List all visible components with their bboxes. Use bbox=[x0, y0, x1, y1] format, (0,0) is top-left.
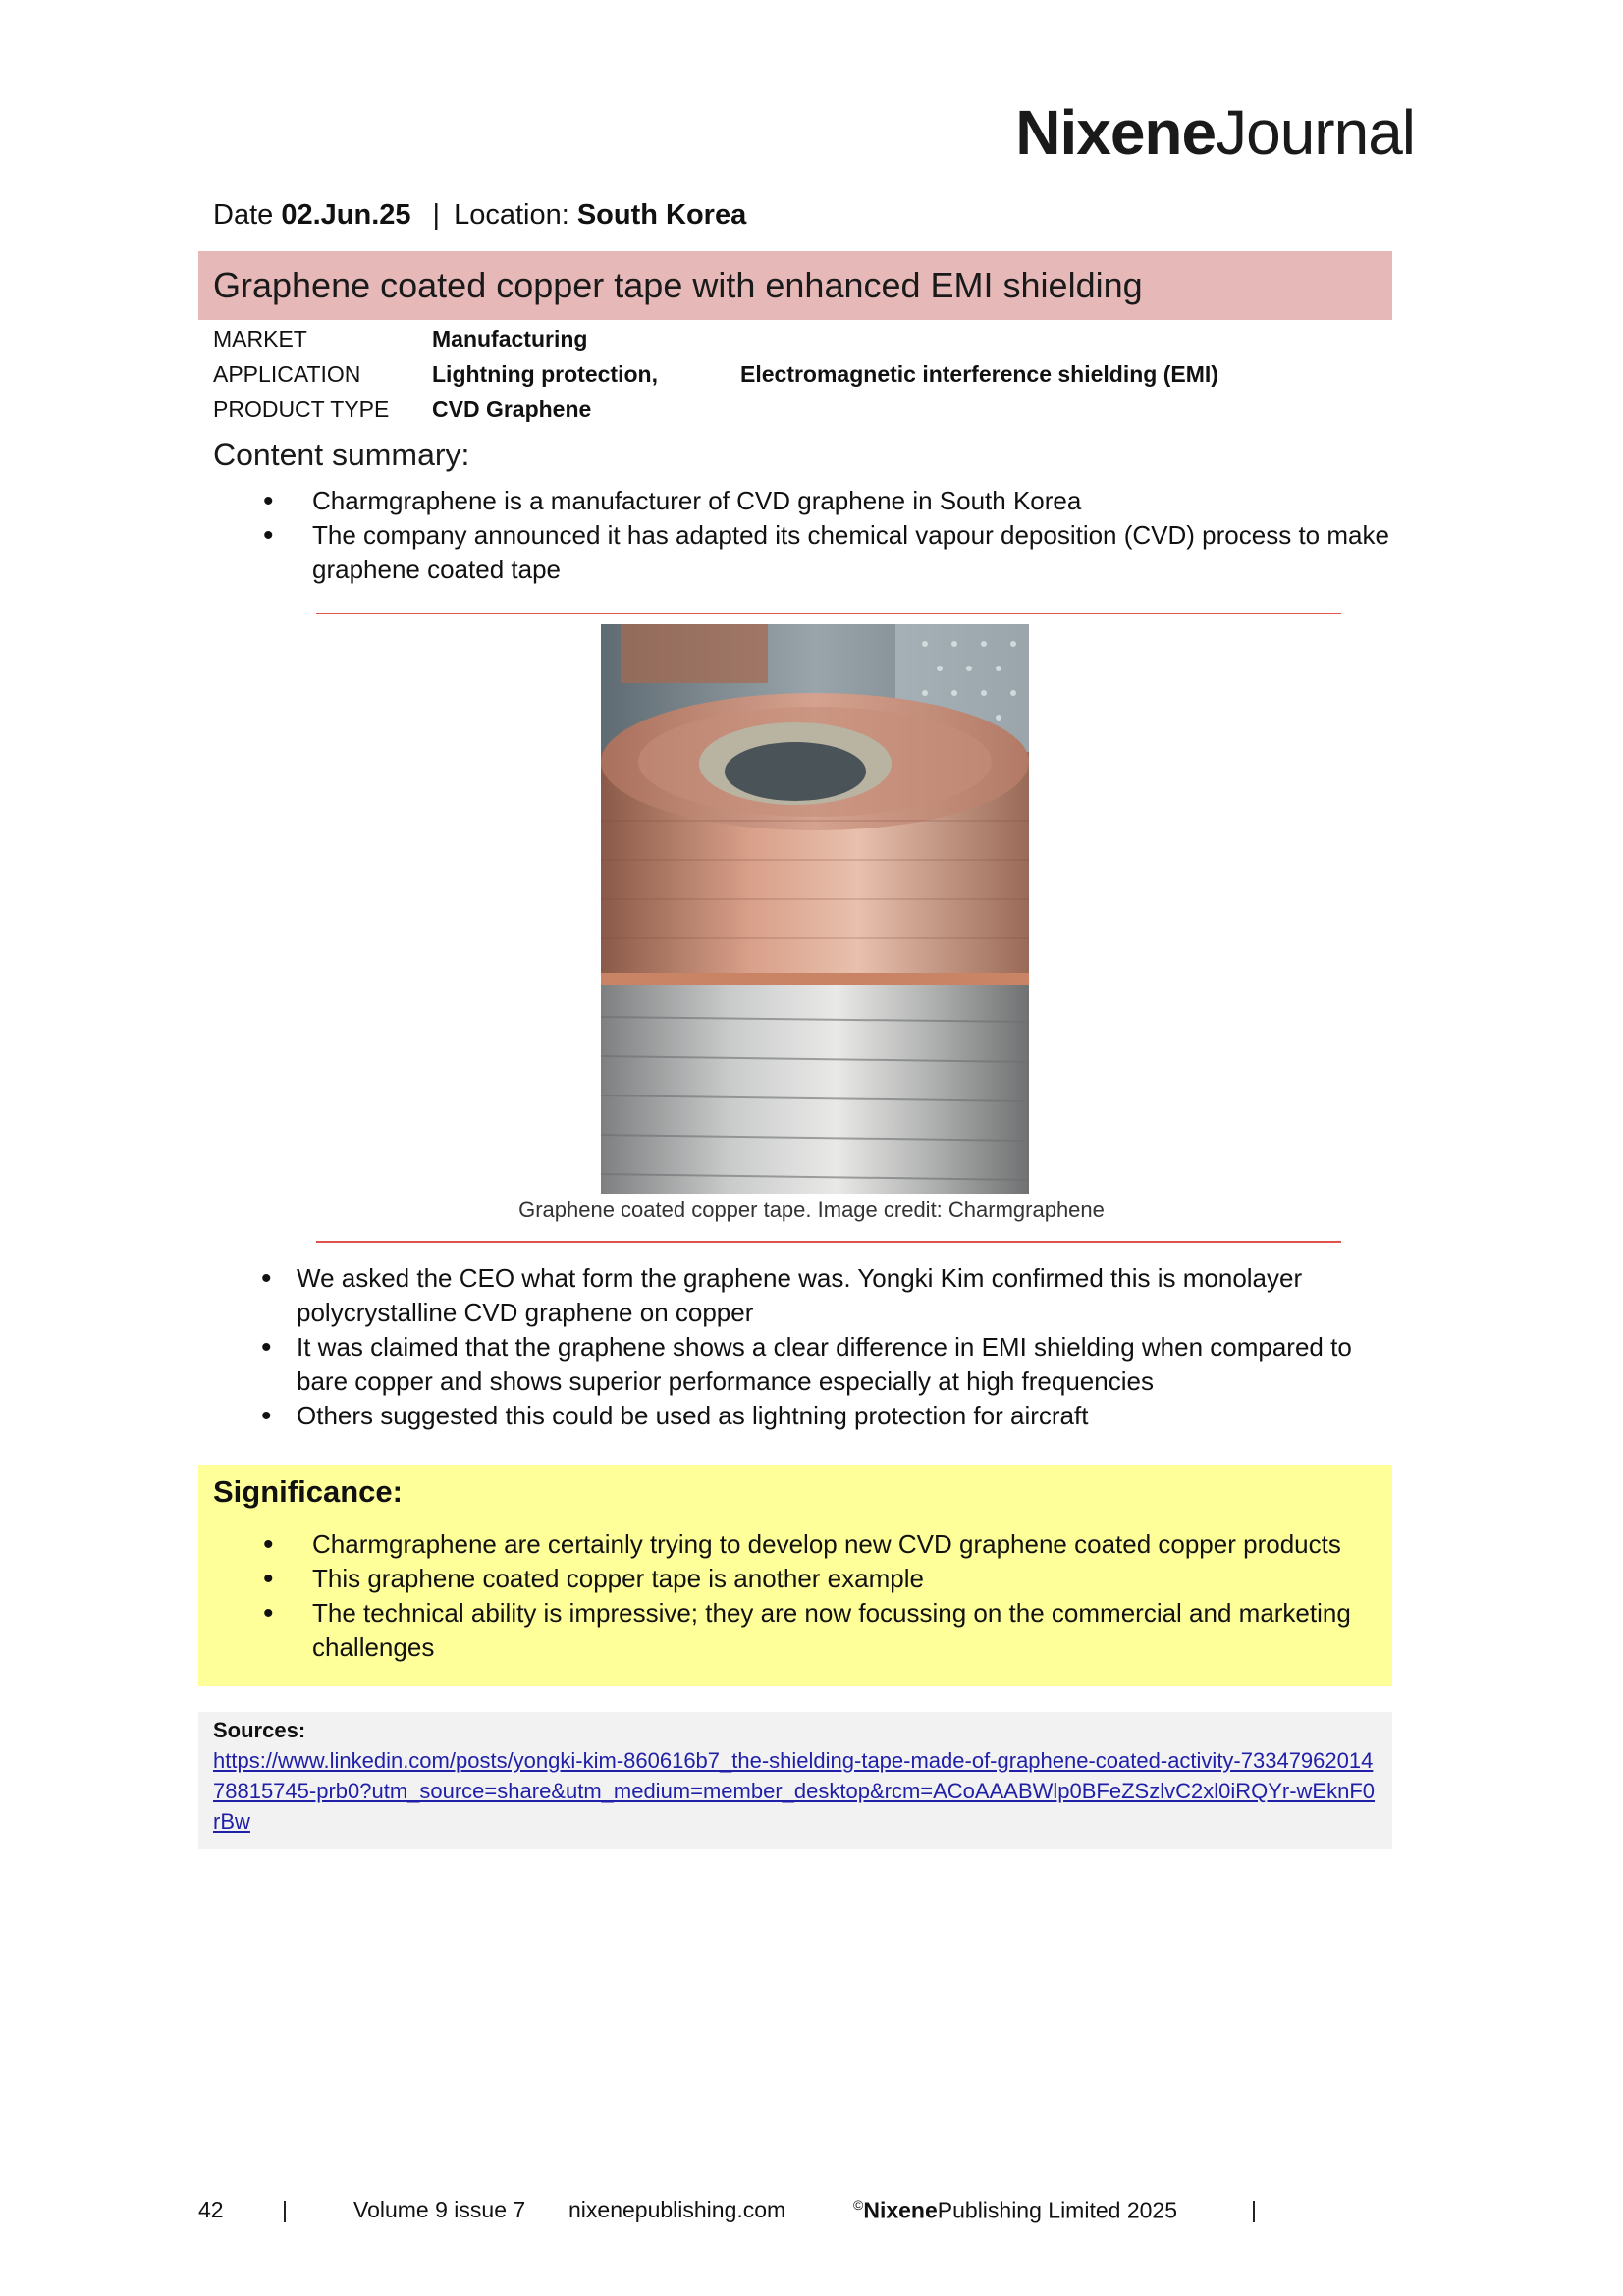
date-label: Date bbox=[213, 199, 274, 231]
footer-brand: Nixene bbox=[863, 2197, 938, 2223]
meta-application-label: APPLICATION bbox=[213, 361, 361, 387]
copper-tape-photo bbox=[601, 624, 1029, 1194]
article-title-bar bbox=[198, 251, 1392, 320]
meta-application-value-1: Lightning protection, bbox=[432, 361, 658, 387]
journal-logo bbox=[1015, 96, 1415, 169]
date-value: 02.Jun.25 bbox=[281, 199, 411, 231]
meta-product-label: PRODUCT TYPE bbox=[213, 397, 390, 422]
location-value: South Korea bbox=[576, 199, 747, 231]
meta-application-value-2: Electromagnetic interference shielding (EMI) bbox=[740, 361, 1218, 387]
copyright-symbol: © bbox=[853, 2197, 864, 2213]
footer-separator: | bbox=[282, 2197, 288, 2222]
summary-list bbox=[312, 484, 1392, 587]
list-item: • We asked the CEO what form the graphene was. Yongki Kim confirmed this is monolayer polycrystalline CVD graphene on copper bbox=[297, 1261, 1377, 1330]
footer-volume: Volume 9 issue 7 bbox=[353, 2197, 526, 2222]
divider-bottom bbox=[316, 1241, 1341, 1243]
summary-heading: Content summary: bbox=[213, 437, 470, 472]
article-title: Graphene coated copper tape with enhanced EMI shielding bbox=[213, 265, 1143, 305]
list-item: • Charmgraphene are certainly trying to develop new CVD graphene coated copper products bbox=[312, 1527, 1382, 1562]
copper-tape-image bbox=[601, 624, 1029, 1194]
significance-heading: Significance: bbox=[213, 1474, 403, 1509]
image-caption: Graphene coated copper tape. Image credit: Charmgraphene bbox=[518, 1198, 1105, 1222]
list-item: • This graphene coated copper tape is another example bbox=[312, 1562, 1382, 1596]
logo-light: Journal bbox=[1216, 97, 1415, 168]
meta-product-value: CVD Graphene bbox=[432, 397, 592, 422]
detail-list bbox=[297, 1261, 1377, 1433]
meta-market-value: Manufacturing bbox=[432, 326, 588, 351]
divider-top bbox=[316, 613, 1341, 614]
dateline-separator: | bbox=[432, 199, 441, 231]
sources-box bbox=[198, 1712, 1392, 1849]
dateline bbox=[213, 199, 746, 232]
footer-site: nixenepublishing.com bbox=[568, 2197, 786, 2222]
logo-bold: Nixene bbox=[1015, 97, 1217, 168]
location-label: Location: bbox=[454, 199, 569, 231]
list-item: • Charmgraphene is a manufacturer of CVD graphene in South Korea bbox=[312, 484, 1392, 518]
footer-page-number: 42 bbox=[198, 2197, 224, 2222]
list-item: • Others suggested this could be used as lightning protection for aircraft bbox=[297, 1399, 1377, 1433]
meta-market-label: MARKET bbox=[213, 326, 307, 351]
footer-separator-end: | bbox=[1251, 2197, 1257, 2222]
source-link[interactable]: https://www.linkedin.com/posts/yongki-kim-860616b7_the-shielding-tape-made-of-graphene-coated-activity-7334796201478815745-prb0?utm_source=share&utm_medium=member_desktop&rcm=ACoAAABWlp0BFeZSzlvC2xl0iRQYr-wEknF0rBw bbox=[213, 1748, 1376, 1834]
list-item: • It was claimed that the graphene shows a clear difference in EMI shielding when compared to bare copper and shows superior performance especially at high frequencies bbox=[297, 1330, 1377, 1399]
sources-heading: Sources: bbox=[213, 1718, 306, 1742]
footer-copyright bbox=[853, 2197, 1177, 2224]
significance-list bbox=[312, 1527, 1382, 1665]
list-item: • The company announced it has adapted its chemical vapour deposition (CVD) process to make graphene coated tape bbox=[312, 518, 1392, 587]
list-item: • The technical ability is impressive; they are now focussing on the commercial and marketing challenges bbox=[312, 1596, 1382, 1665]
footer-publisher: Publishing Limited 2025 bbox=[937, 2197, 1177, 2223]
